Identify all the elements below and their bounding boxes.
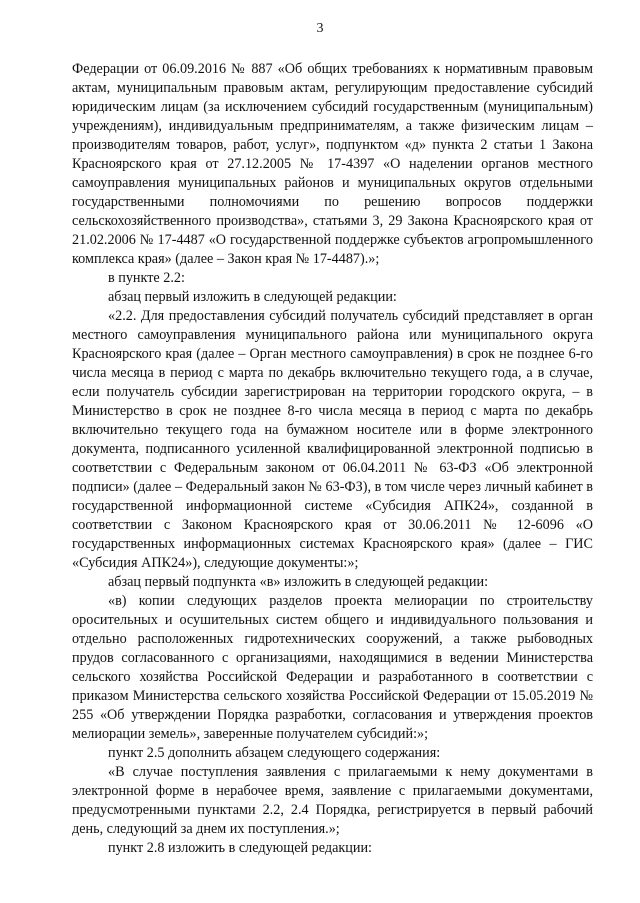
paragraph-preamble-continuation: Федерации от 06.09.2016 № 887 «Об общих требованиях к нормативным правовым актам, муниципальным правовым актам, регулирующим предоставление субсидий юридическим лицам (за исключением субсидий государственным (муниципальным) учреждениям), индивидуальным предпринимателям, а также физическим лицам – производителям товаров, работ, услуг», подпунктом «д» пункта 2 статьи 1 Закона Красноярского края от 27.12.2005 № 17-4397 «О наделении органов местного самоуправления муниципальных районов и муниципальных округов отдельными государственными полномочиями по решению вопросов поддержки сельскохозяйственного производства», статьями 3, 29 Закона Красноярского края от 21.02.2006 № 17-4487 «О государственной поддержке субъектов агропромышленного комплекса края» (далее – Закон края № 17-4487).»;	[72, 61, 593, 267]
paragraph-point-2-8-instruction: пункт 2.8 изложить в следующей редакции:	[108, 840, 372, 856]
paragraph-subpoint-v-new-text: «в) копии следующих разделов проекта мелиорации по строительству оросительных и осушительных систем общего и индивидуального пользования и отдельно расположенных гидротехнических сооружений, а также рыбоводных прудов согласованного с организациями, находящимися в ведении Министерства сельского хозяйства Российской Федерации и разработанного в соответствии с приказом Министерства сельского хозяйства Российской Федерации от 15.05.2019 № 255 «Об утверждении Порядка разработки, согласования и утверждения проектов мелиорации земель», заверенные получателем субсидий:»;	[72, 593, 593, 742]
paragraph-point-2-5-instruction: пункт 2.5 дополнить абзацем следующего содержания:	[108, 745, 441, 761]
paragraph-subpoint-v-instruction: абзац первый подпункта «в» изложить в следующей редакции:	[108, 574, 489, 590]
document-body	[72, 60, 593, 858]
page-number: 3	[316, 21, 324, 36]
paragraph-point-2-5-new-text: «В случае поступления заявления с прилагаемыми к нему документами в электронной форме в нерабочее время, заявление с прилагаемыми документами, предусмотренными пунктами 2.2, 2.4 Порядка, регистрируется в первый рабочий день, следующий за днем их поступления.»;	[72, 764, 593, 837]
paragraph-point-2-2-intro: в пункте 2.2:	[108, 270, 185, 286]
paragraph-first-abzac-instruction: абзац первый изложить в следующей редакции:	[108, 289, 397, 305]
paragraph-point-2-2-new-text: «2.2. Для предоставления субсидий получатель субсидий представляет в орган местного самоуправления муниципального района или муниципального округа Красноярского края (далее – Орган местного самоуправления) в срок не позднее 6-го числа месяца в период с марта по декабрь включительно текущего года, а в случае, если получатель субсидии зарегистрирован на территории городского округа, – в Министерство в срок не позднее 8-го числа месяца в период с марта по декабрь включительно текущего года на бумажном носителе или в форме электронного документа, подписанного усиленной квалифицированной электронной подписью в соответствии с Федеральным законом от 06.04.2011 № 63-ФЗ «Об электронной подписи» (далее – Федеральный закон № 63-ФЗ), в том числе через личный кабинет в государственной информационной системе «Субсидия АПК24», созданной в соответствии с Законом Красноярского края от 30.06.2011 № 12-6096 «О государственных информационных системах Красноярского края» (далее – ГИС «Субсидия АПК24»), следующие документы:»;	[72, 308, 593, 571]
